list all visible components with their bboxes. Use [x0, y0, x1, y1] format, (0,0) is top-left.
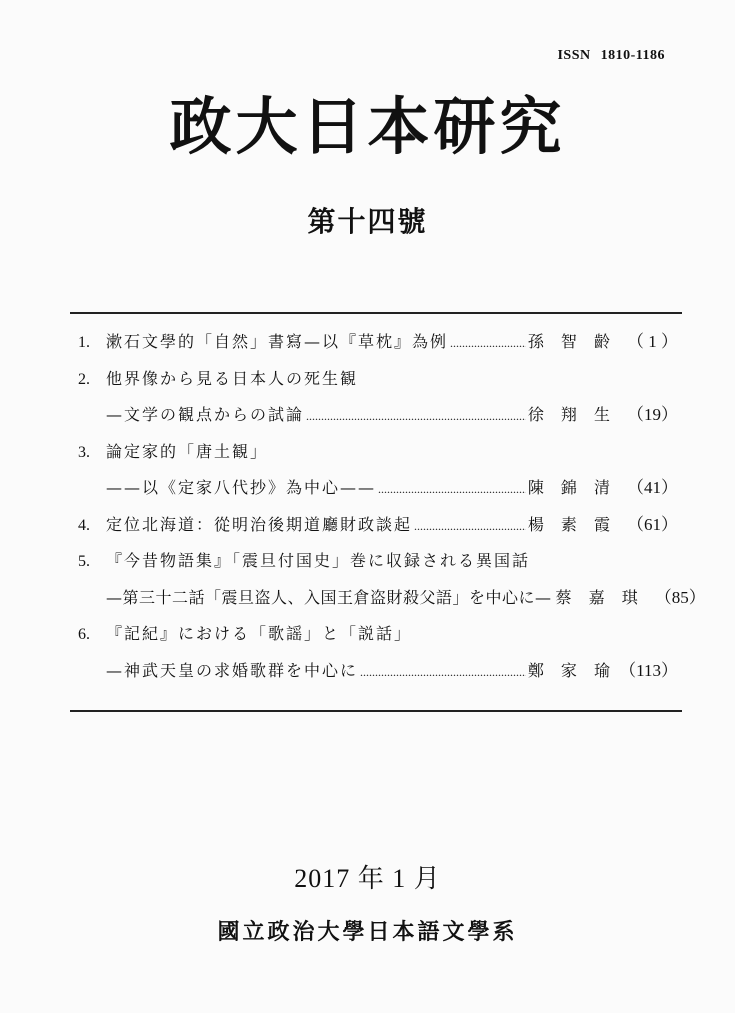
toc-entry: [78, 546, 678, 583]
toc-entry-title: 『記紀』における「歌謡」と「説話」: [106, 624, 413, 643]
toc-entry: [78, 327, 678, 364]
toc-entry-page: （19）: [627, 405, 678, 424]
toc-entry-number: 1.: [78, 334, 90, 351]
journal-title: 政大日本研究: [169, 90, 566, 163]
toc-entry: [78, 364, 678, 401]
toc-entry-title: 他界像から見る日本人の死生観: [106, 368, 359, 388]
toc-entry-number: 6.: [78, 626, 90, 643]
toc-leader-dots: [378, 474, 526, 504]
toc-entry-author: 孫 智 齡: [527, 332, 616, 351]
toc-entry-subtitle: [78, 583, 706, 620]
toc-entry-page: （61）: [627, 514, 678, 534]
publication-date: 2017 年 1 月: [294, 864, 441, 893]
toc-entry-title: 論定家的「唐土観」: [106, 441, 269, 461]
issn-label: ISSN: [557, 48, 591, 63]
toc-leader-dots: [450, 328, 526, 358]
toc-entry-author: 蔡 嘉 琪: [555, 587, 644, 607]
toc-leader-dots: [306, 401, 526, 431]
toc-leader-dots: [360, 657, 526, 687]
bottom-rule: [70, 710, 682, 712]
toc-entry-title: ——以《定家八代抄》為中心——: [106, 478, 377, 497]
toc-entry-title: —神武天皇の求婚歌群を中心に: [106, 660, 359, 680]
toc-entry-subtitle: [78, 656, 678, 693]
top-rule: [70, 312, 682, 314]
toc-entry-subtitle: [78, 473, 678, 510]
toc-entry-title: —文学の観点からの試論: [106, 405, 305, 424]
publisher-department: 國立政治大學日本語文學系: [217, 919, 518, 945]
toc-entry-number: 3.: [78, 443, 90, 461]
issn-number: 1810-1186: [600, 48, 665, 63]
toc-entry-subtitle: [78, 400, 678, 437]
toc-entry-number: 2.: [78, 370, 90, 388]
toc-entry-number: 5.: [78, 553, 90, 570]
toc-entry-title: 定位北海道：從明治後期道廳財政談起: [106, 514, 413, 534]
toc-entry: [78, 437, 678, 474]
toc-leader-dots: [414, 511, 526, 541]
toc-entry: [78, 510, 678, 547]
toc-entry-page: （113）: [619, 660, 678, 680]
toc-entry-number: 4.: [78, 516, 90, 534]
toc-entry-title: 漱石文學的「自然」書寫—以『草枕』為例: [106, 332, 449, 351]
toc-entry-author: 楊 素 霞: [527, 514, 616, 534]
issue-number: 第十四號: [307, 205, 428, 238]
toc-entry-author: 徐 翔 生: [527, 405, 616, 424]
issn: [557, 48, 665, 64]
toc-entry-title: 『今昔物語集』「震旦付国史」巻に収録される異国話: [106, 551, 531, 570]
table-of-contents: [78, 327, 706, 692]
toc-entry-author: 鄭 家 瑜: [527, 660, 616, 680]
toc-entry-page: （85）: [654, 587, 706, 607]
toc-entry-page: （ 1 ）: [627, 332, 678, 351]
toc-entry-page: （41）: [627, 478, 678, 497]
toc-entry-title: —第三十二話「震旦盗人、入国王倉盗財殺父語」を中心に—: [106, 587, 552, 607]
toc-entry-author: 陳 錦 清: [527, 478, 616, 497]
toc-entry: [78, 619, 678, 656]
